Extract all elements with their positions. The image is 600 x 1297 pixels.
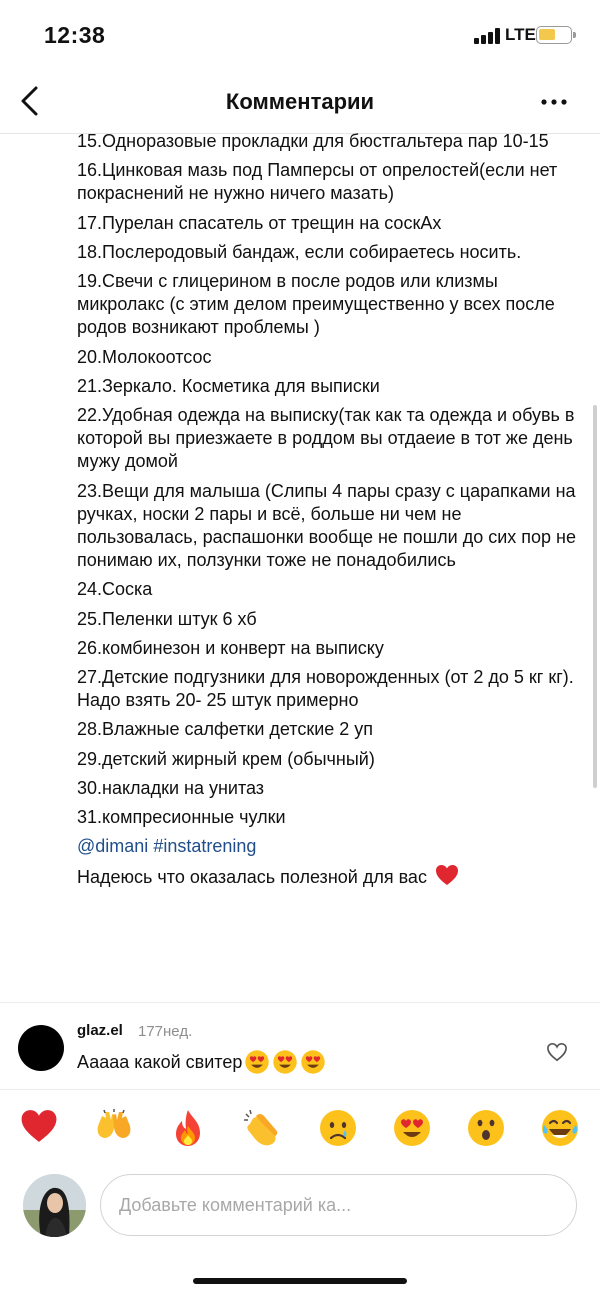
page-title: Комментарии (225, 89, 375, 114)
caption-list-item: 28.Влажные салфетки детские 2 уп (77, 719, 374, 740)
hashtag-link[interactable]: #instatrening (153, 836, 257, 857)
comment-text-body: Ааааа какой свитер (77, 1051, 243, 1072)
more-options-button[interactable] (538, 88, 570, 116)
caption-list-item: 27.Детские подгузники для новорожденных (от 2 до 5 кг кг). Надо взять 20- 25 штук примерно (77, 667, 574, 711)
caption-list-item: 30.накладки на унитаз (77, 777, 265, 798)
home-indicator[interactable] (193, 1278, 407, 1284)
emoji-fire-button[interactable] (168, 1108, 208, 1148)
battery-icon (536, 26, 572, 44)
caption-list-item: 31.компресионные чулки (77, 807, 286, 828)
scrollbar[interactable] (593, 405, 597, 788)
ellipsis-icon (538, 88, 570, 116)
heart-outline-icon (546, 1042, 568, 1062)
caption-list-item: 15.Одноразовые прокладки для бюстгальтера пар 10-15 (77, 131, 549, 151)
emoji-heart-eyes-button[interactable] (392, 1108, 432, 1148)
caption-list-item: 19.Свечи с глицерином в после родов или клизмы микролакс (с этим делом преимущественно у всех после родов возникают проблемы ) (77, 271, 555, 338)
heart-eyes-icon (392, 1108, 432, 1148)
tears-of-joy-icon (540, 1108, 580, 1148)
caption-tags (77, 835, 587, 858)
post-caption (77, 130, 587, 896)
emoji-crying-face-button[interactable] (318, 1108, 358, 1148)
red-heart-icon (435, 864, 459, 886)
signal-icon (474, 28, 500, 44)
caption-list-item: 26.комбинезон и конверт на выписку (77, 637, 384, 658)
emoji-quick-bar (0, 1108, 600, 1152)
caption-list-item: 17.Пурелан спасатель от трещин на соскАх (77, 212, 442, 233)
clapping-hands-icon (242, 1108, 282, 1148)
heart-eyes-icon (244, 1049, 270, 1075)
caption-list-item: 21.Зеркало. Косметика для выписки (77, 375, 380, 396)
comment-timestamp: 177нед. (138, 1023, 193, 1040)
heart-eyes-icon (272, 1049, 298, 1075)
caption-closing-text: Надеюсь что оказалась полезной для вас (77, 867, 427, 888)
profile-photo-icon (23, 1174, 86, 1237)
comment-username[interactable]: glaz.el (77, 1022, 123, 1039)
caption-list-item: 29.детский жирный крем (обычный) (77, 748, 375, 769)
divider (0, 1089, 600, 1090)
caption-list-item: 23.Вещи для малыша (Слипы 4 пары сразу с царапками на ручках, носки 2 пары и всё, больше ни чем не пользовалась, распашонки вообще не пошли до сих пор не понимаю их, ползунки тоже не понадобились (77, 480, 576, 571)
header (0, 70, 600, 134)
user-avatar[interactable] (23, 1174, 86, 1237)
emoji-surprised-face-button[interactable] (466, 1108, 506, 1148)
surprised-face-icon (466, 1108, 506, 1148)
fire-icon (168, 1108, 208, 1148)
caption-list-item: 20.Молокоотсос (77, 346, 212, 367)
divider (0, 1002, 600, 1003)
caption-list-item: 22.Удобная одежда на выписку(так как та одежда и обувь в которой вы приезжаете в роддом вы отдаеие в тот же день мужу домой (77, 405, 575, 472)
emoji-red-heart-button[interactable] (20, 1108, 60, 1148)
caption-list-item: 24.Соска (77, 579, 153, 600)
raising-hands-icon (94, 1108, 134, 1148)
mention-link[interactable]: @dimani (77, 836, 149, 857)
heart-eyes-icon (300, 1049, 326, 1075)
status-bar (0, 0, 600, 70)
crying-face-icon (318, 1108, 358, 1148)
emoji-tears-of-joy-button[interactable] (540, 1108, 580, 1148)
caption-closing (77, 864, 587, 889)
network-label: LTE (505, 25, 536, 44)
caption-list-item: 16.Цинковая мазь под Памперсы от опрелостей(если нет покраснений не нужно ничего мазать) (77, 160, 558, 204)
comment-input[interactable] (100, 1174, 577, 1236)
caption-list-item: 25.Пеленки штук 6 хб (77, 608, 257, 629)
comment-text (77, 1049, 326, 1075)
caption-list-item: 18.Послеродовый бандаж, если собираетесь носить. (77, 241, 522, 262)
status-time: 12:38 (44, 22, 106, 48)
comment-like-button[interactable] (546, 1042, 568, 1062)
red-heart-icon (20, 1108, 58, 1144)
commenter-avatar[interactable] (18, 1025, 64, 1071)
emoji-raising-hands-button[interactable] (94, 1108, 134, 1148)
emoji-clapping-hands-button[interactable] (242, 1108, 282, 1148)
